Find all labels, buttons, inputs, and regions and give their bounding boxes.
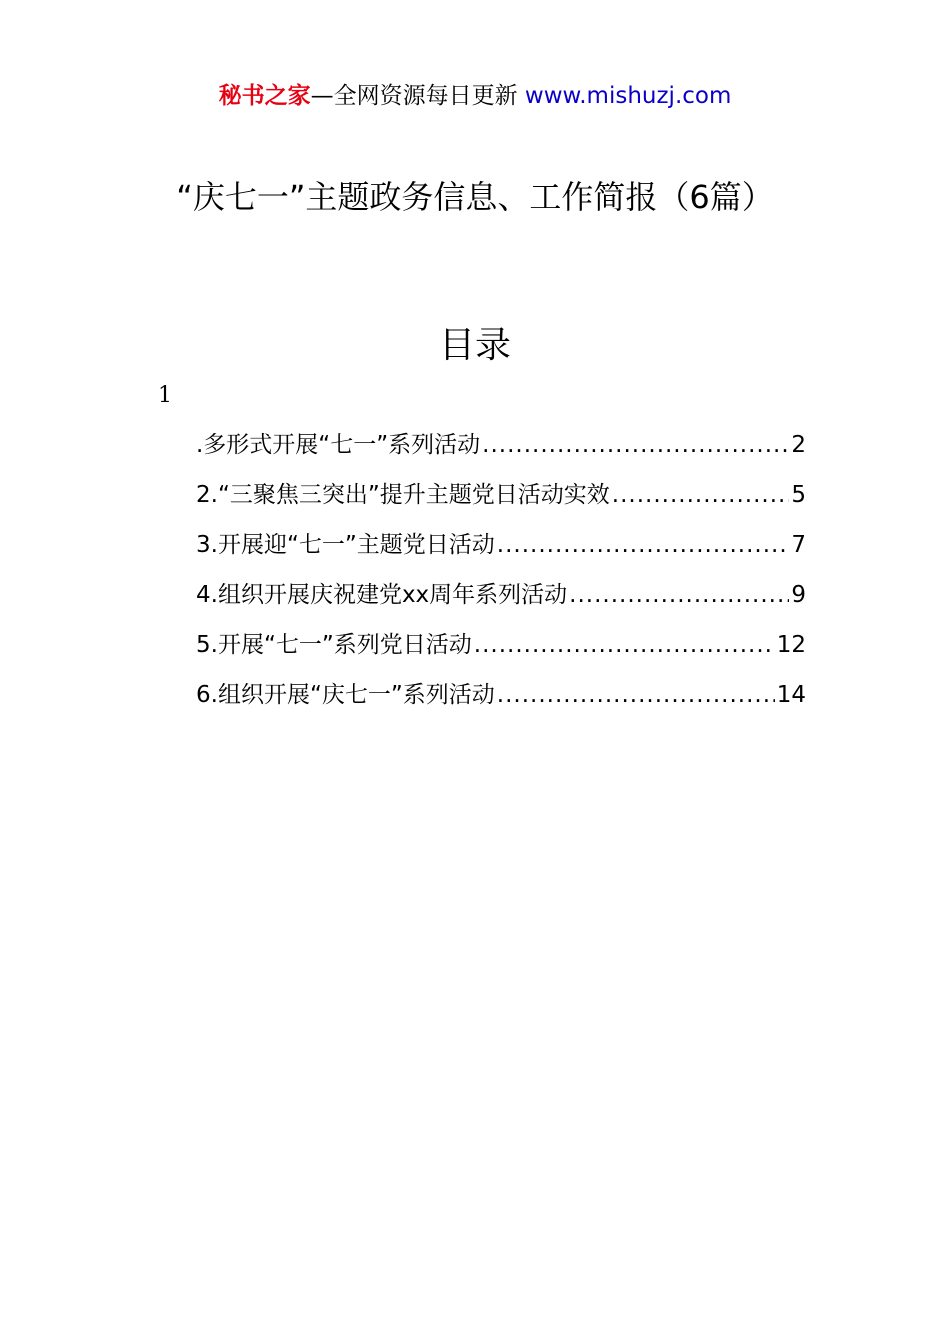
document-title: “庆七一”主题政务信息、工作简报（6篇） — [176, 178, 774, 216]
toc-entry-label: 2.“三聚焦三突出”提升主题党日活动实效 — [196, 482, 610, 508]
toc-page-number: 12 — [776, 632, 806, 658]
toc-page-number: 14 — [776, 682, 806, 708]
toc-entry-6[interactable] — [196, 670, 806, 720]
toc-entry-label: 4.组织开展庆祝建党xx周年系列活动 — [196, 582, 568, 608]
header-slogan: —全网资源每日更新 — [310, 83, 518, 109]
toc-page-number: 2 — [791, 432, 806, 458]
site-url-link[interactable]: www.mishuzj.com — [524, 83, 732, 109]
toc-entry-5[interactable] — [196, 620, 806, 670]
toc-page-number: 7 — [791, 532, 806, 558]
toc-page-number: 9 — [791, 582, 806, 608]
table-of-contents — [196, 420, 806, 720]
toc-entry-3[interactable] — [196, 520, 806, 570]
toc-entry-4[interactable] — [196, 570, 806, 620]
list-number: 1 — [158, 383, 172, 408]
toc-entry-label: 5.开展“七一”系列党日活动 — [196, 632, 472, 658]
toc-leader-dots — [482, 420, 789, 470]
toc-entry-label: 3.开展迎“七一”主题党日活动 — [196, 532, 495, 558]
site-header — [0, 80, 950, 112]
toc-entry-1[interactable] — [196, 420, 806, 470]
toc-leader-dots — [569, 570, 789, 620]
toc-entry-2[interactable] — [196, 470, 806, 520]
toc-entry-label: .多形式开展“七一”系列活动 — [196, 432, 481, 458]
toc-page-number: 5 — [791, 482, 806, 508]
toc-leader-dots — [612, 470, 790, 520]
toc-leader-dots — [497, 670, 775, 720]
toc-leader-dots — [497, 520, 790, 570]
toc-heading: 目录 — [438, 325, 511, 366]
toc-leader-dots — [474, 620, 775, 670]
brand-name: 秘书之家 — [218, 83, 311, 109]
toc-entry-label: 6.组织开展“庆七一”系列活动 — [196, 682, 495, 708]
